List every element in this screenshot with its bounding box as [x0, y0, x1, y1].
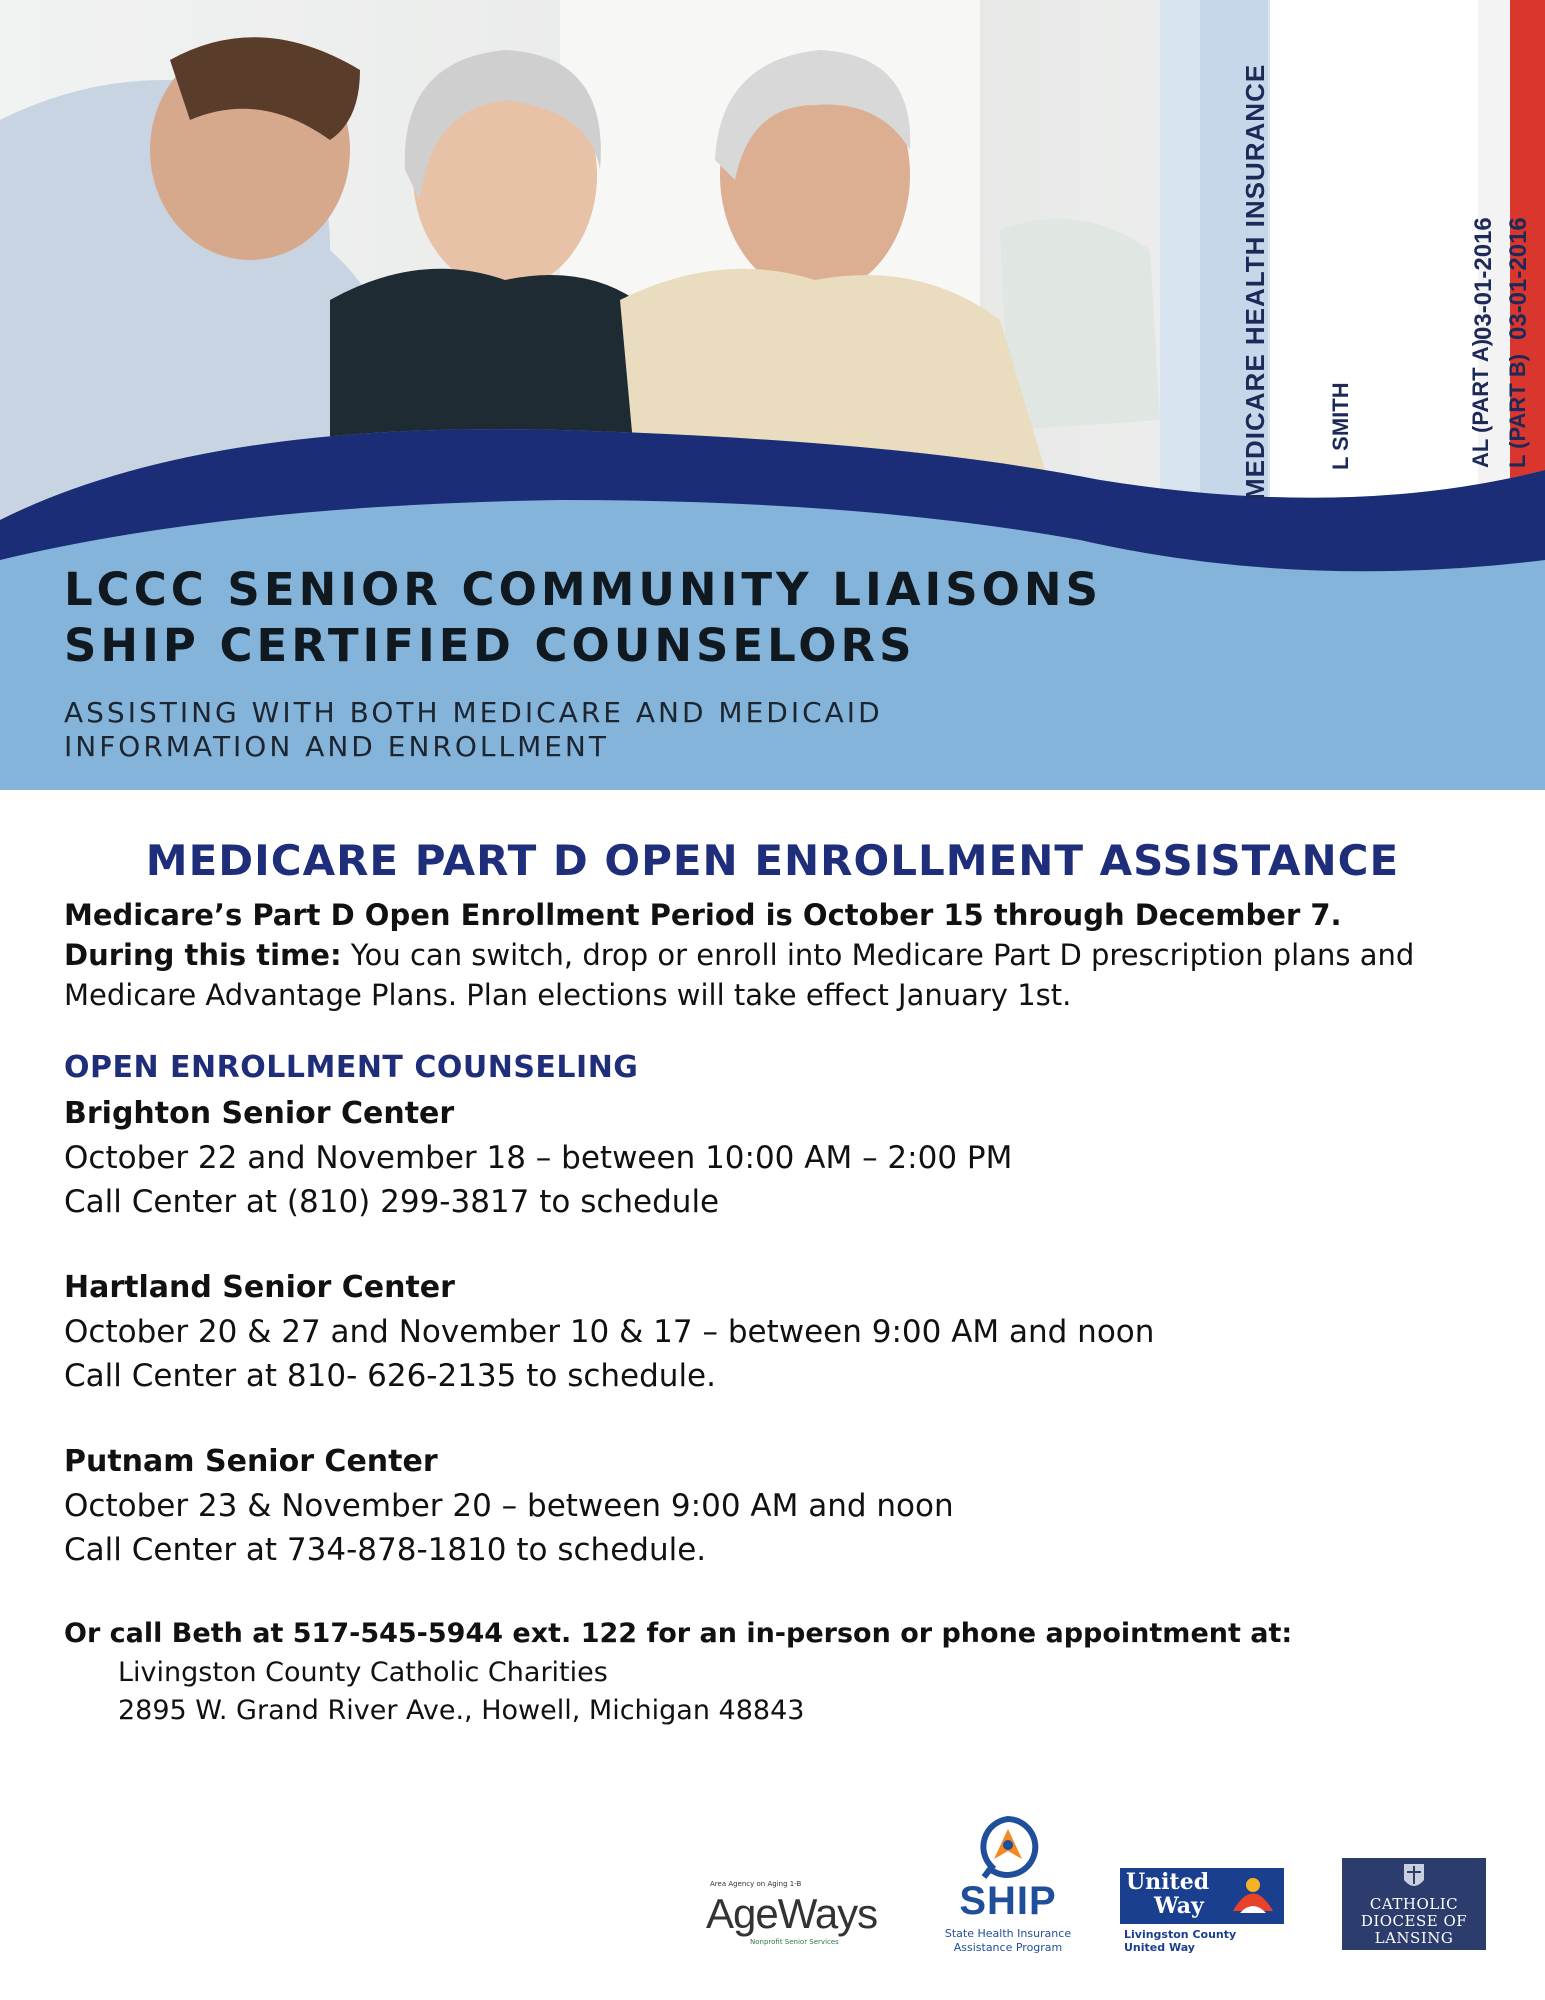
center-putnam [64, 1440, 1464, 1572]
center-brighton [64, 1092, 1464, 1224]
uw-sub-2: United Way [1124, 1941, 1195, 1954]
catholic-diocese-logo [1342, 1858, 1486, 1950]
card-part-b: L (PART B) [1505, 353, 1530, 468]
contact-block [64, 1614, 1504, 1730]
cdl-line2: DIOCESE OF [1360, 1912, 1468, 1930]
during-text: You can switch, drop or enroll into Medicare Part D prescription plans and Medicare Advantage Plans. Plan elections will take effect January 1st. [64, 938, 1415, 1012]
band-subtitle-line1: ASSISTING WITH BOTH MEDICARE AND MEDICAID [64, 696, 883, 729]
ship-subline-2: Assistance Program [953, 1941, 1063, 1954]
center-dates: October 23 & November 20 – between 9:00 AM and noon [64, 1488, 954, 1524]
contact-address: 2895 W. Grand River Ave., Howell, Michigan 48843 [118, 1695, 805, 1726]
cdl-line1: CATHOLIC [1369, 1895, 1459, 1913]
band-subtitle [64, 696, 1102, 764]
card-title: MEDICARE HEALTH INSURANCE [1240, 63, 1270, 500]
center-hartland [64, 1266, 1464, 1398]
cdl-line3: LANSING [1374, 1929, 1454, 1947]
center-name: Brighton Senior Center [64, 1096, 455, 1131]
ageways-subline: Nonprofit Senior Services [750, 1938, 839, 1946]
ageways-wordmark: AgeWays [706, 1890, 878, 1937]
diocese-wordmark [1342, 1896, 1486, 1947]
center-call: Call Center at 734-878-1810 to schedule. [64, 1532, 707, 1568]
uw-sub-1: Livingston County [1124, 1928, 1237, 1941]
center-call: Call Center at (810) 299-3817 to schedule [64, 1184, 720, 1220]
center-name: Putnam Senior Center [64, 1444, 438, 1479]
uw-subline [1124, 1928, 1236, 1954]
diocese-crest-icon [1342, 1860, 1486, 1896]
card-date-a: 03-01-2016 [1470, 217, 1497, 340]
united-way-hand-icon [1228, 1871, 1278, 1921]
card-date-b: 03-01-2016 [1505, 217, 1532, 340]
page-heading: MEDICARE PART D OPEN ENROLLMENT ASSISTANCE [145, 836, 1400, 885]
ship-mark-icon [934, 1815, 1082, 1879]
band-title-line2: SHIP CERTIFIED COUNSELORS [64, 619, 916, 672]
ship-subline [934, 1927, 1082, 1955]
center-name: Hartland Senior Center [64, 1270, 455, 1305]
contact-org: Livingston County Catholic Charities [118, 1657, 608, 1688]
united-way-logo [1120, 1868, 1284, 1958]
band-title-line1: LCCC SENIOR COMMUNITY LIAISONS [64, 563, 1102, 616]
center-call: Call Center at 810- 626-2135 to schedule. [64, 1358, 716, 1394]
band-title [64, 562, 1102, 674]
card-name: L SMITH [1328, 382, 1353, 470]
ship-logo [934, 1815, 1082, 1965]
ship-wordmark: SHIP [959, 1879, 1057, 1923]
period-line: Medicare’s Part D Open Enrollment Period is October 15 through December 7. [64, 898, 1342, 932]
during-paragraph [64, 935, 1504, 1015]
band-subtitle-line2: INFORMATION AND ENROLLMENT [64, 730, 609, 763]
contact-lead: Or call Beth at 517-545-5944 ext. 122 for an in-person or phone appointment at: [64, 1618, 1293, 1649]
card-part-a: AL (PART A) [1468, 338, 1493, 468]
center-dates: October 22 and November 18 – between 10:00 AM – 2:00 PM [64, 1140, 1013, 1176]
uw-line1: United [1126, 1869, 1210, 1895]
uw-line2: Way [1154, 1893, 1204, 1919]
header-band [64, 562, 1102, 764]
ageways-tagline: Area Agency on Aging 1-B [710, 1880, 802, 1888]
during-label: During this time: [64, 938, 342, 972]
ship-subline-1: State Health Insurance [944, 1927, 1072, 1940]
ageways-logo [704, 1880, 914, 1950]
counseling-heading: OPEN ENROLLMENT COUNSELING [64, 1050, 639, 1085]
enrollment-intro [64, 895, 1504, 1015]
united-way-box [1120, 1868, 1284, 1924]
center-dates: October 20 & 27 and November 10 & 17 – between 9:00 AM and noon [64, 1314, 1155, 1350]
